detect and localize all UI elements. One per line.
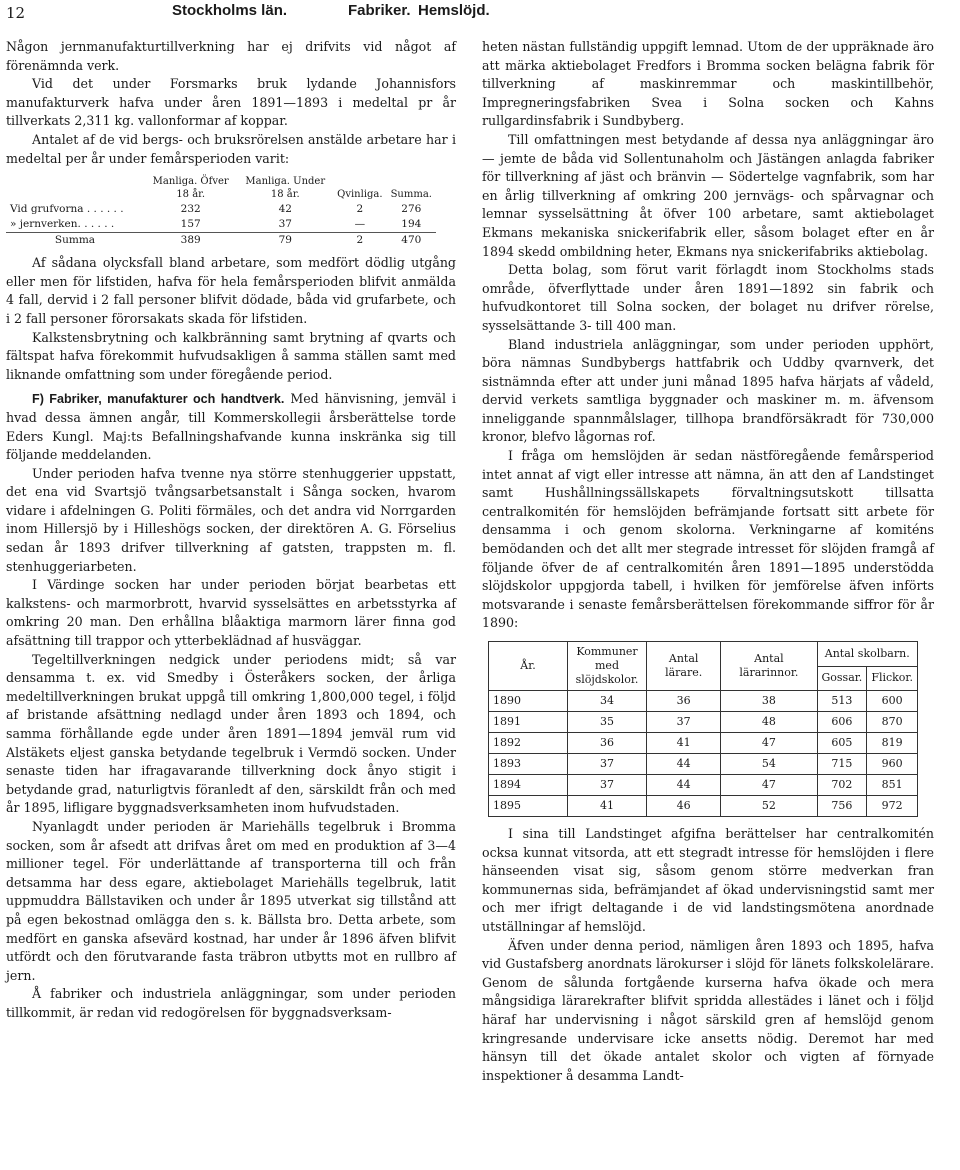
table-cell: 36 [647, 691, 721, 712]
sum-label: Summa [6, 233, 144, 249]
paragraph: Någon jernmanufakturtillverkning har ej drifvits vid något af förenämnda verk. [6, 39, 456, 73]
table-cell: 194 [401, 218, 422, 231]
paragraph: Nyanlagdt under perioden är Mariehälls tegelbruk i Bromma socken, som år afsedt att drifvas året om med en produktion af 3—4 millioner tegel. För underlättande af transporterna till och från detsamma har dess egare, aktiebolaget Mariehälls tegelbruk, latit uppmuddra Bällstaviken och under år 1895 utverkat sig tillstånd att på egen bekostnad omlägga den s. k. Bällsta bro. Detta arbete, som medfört en ganska afsevärd kostnad, har under år 1896 äfven blifvit utfördt och den förutvarande fasta träbron utbytts mot en rullbro af jern. [6, 818, 456, 983]
table-cell: 52 [721, 796, 817, 817]
table-cell: 2 [356, 203, 364, 216]
table-cell: 1891 [489, 712, 568, 733]
paragraph: Under perioden hafva tvenne nya större stenhuggerier uppstatt, det ena vid Svartsjö tvångsarbetsanstalt i Sånga socken, hvarom vidare i afdelningen G. Politi förmäles, och det andra vid Norrgarden inom Hillersjö by i Hilleshögs socken, der direktören A. G. Förselius sedan år 1893 drifver tillverkning af gatsten, trappsten m. fl. stenhuggeriarbeten. [6, 465, 456, 574]
table-cell: 79 [237, 233, 333, 249]
table-row [6, 217, 436, 233]
table-cell: 1895 [489, 796, 568, 817]
table-cell: 41 [568, 796, 647, 817]
table-cell: 42 [278, 203, 292, 216]
header-students: Antal skolbarn. [817, 642, 918, 667]
table-cell: 389 [144, 233, 237, 249]
table-header: Manliga. Öfver 18 år. [152, 176, 229, 201]
header-year: År. [489, 642, 568, 691]
table-cell: 702 [817, 775, 867, 796]
section-paragraph [6, 390, 456, 464]
table-cell: 37 [568, 754, 647, 775]
table-cell: 1892 [489, 733, 568, 754]
table-cell: 44 [647, 754, 721, 775]
table-cell: 232 [180, 203, 201, 216]
table-cell: 54 [721, 754, 817, 775]
table-cell: 513 [817, 691, 867, 712]
page-number: 12 [6, 4, 26, 22]
table-header: Qvinliga. [337, 189, 383, 201]
table-cell: 47 [721, 775, 817, 796]
table-row [489, 712, 918, 733]
table-cell: 600 [867, 691, 918, 712]
table-header [6, 174, 144, 202]
header-boys: Gossar. [817, 666, 867, 691]
table-row [6, 202, 436, 217]
table-header: Summa. [390, 189, 432, 201]
table-cell: 1890 [489, 691, 568, 712]
paragraph: Äfven under denna period, nämligen åren 1893 och 1895, hafva vid Gustafsberg anordnats lärokurser i slöjd för länets folkskolelärare. Genom de sålunda fortgående kurserna hafva ökade och mera mångsidiga lärarekrafter blifvit spridda allestädes i länet och i följd häraf har undervisning i något särskild gren af hemslöjd genom kringresande undervisare icke ansetts nödig. Deremot har med hänsyn till det ökade antalet skolor och vigten af förnyade inspektioner å desamma Landt- [482, 937, 934, 1083]
table-header-row [489, 642, 918, 667]
paragraph: Kalkstensbrytning och kalkbränning samt brytning af qvarts och fältspat hafva förekommit hufvudsakligen å samma ställen samt med liknande omfattning som under föregående period. [6, 329, 456, 382]
paragraph: I fråga om hemslöjden är sedan nästföregående femårsperiod intet annat af vigt eller intresse att nämna, än att den af Landstinget samt Hushållningssällskapets förvaltningsutskott tillsatta centralkomitén för hemslöjden befrämjande fortsatt sitt arbete för densamma i och genom skolorna. Verkningarne af komiténs bemödanden och det allt mer stegrade intresset för slöjden framgå af följande öfver de af centralkomitén åren 1891—1895 understödda slöjdskolor uppgjorda tabell, i hvilken för jemförelse äfven införts motsvarande i senaste femårsberättelsen förekommande siffror för år 1890: [482, 448, 934, 631]
table-cell: 48 [721, 712, 817, 733]
table-sum-row [6, 233, 436, 249]
table-cell: 276 [401, 203, 422, 216]
row-label: » jernverken. . . . . . [10, 218, 115, 231]
table-cell: 2 [333, 233, 386, 249]
table-cell: 44 [647, 775, 721, 796]
running-title: Stockholms län. [172, 2, 288, 19]
table-cell: 756 [817, 796, 867, 817]
table-cell: 715 [817, 754, 867, 775]
table-cell: 47 [721, 733, 817, 754]
table-cell: 37 [278, 218, 292, 231]
paragraph: Antalet af de vid bergs- och bruksrörelsen anstälde arbetare har i medeltal per år under femårsperioden varit: [6, 131, 456, 166]
table-row [489, 775, 918, 796]
table-cell: 157 [180, 218, 201, 231]
running-subsection: Hemslöjd. [418, 2, 490, 19]
table-row [489, 691, 918, 712]
table-row [489, 754, 918, 775]
paragraph: Vid det under Forsmarks bruk lydande Johannisfors manufakturverk hafva under åren 1891—1893 i medeltal pr år tillverkats 2,311 kg. vallonformar af koppar. [6, 76, 456, 129]
table-cell: 605 [817, 733, 867, 754]
table-cell: 38 [721, 691, 817, 712]
table-cell: 36 [568, 733, 647, 754]
paragraph: Å fabriker och industriela anläggningar, som under perioden tillkommit, är redan vid redogörelsen för byggnadsverksam- [6, 986, 456, 1020]
header-girls: Flickor. [867, 666, 918, 691]
table-cell: 41 [647, 733, 721, 754]
paragraph: Bland industriela anläggningar, som under perioden upphört, böra nämnas Sundbybergs hattfabrik och Uddby qvarnverk, det sistnämnda efter att under juni månad 1895 hafva härjats af vådeld, dervid verkets samtliga byggnader och maskiner m. m. äfvensom inneliggande spannmålslager, tillhopa brandförsäkradt för 730,000 kronor, blefvo lågornas rof. [482, 336, 934, 445]
section-heading: F) Fabriker, manufakturer och handtverk. [32, 392, 285, 407]
workers-table [6, 174, 436, 248]
paragraph: I sina till Landstinget afgifna berättelser har centralkomitén ocksa kunnat vitsorda, att ett stegradt intresse för hemslöjden i flere hänseenden visat sig, såsom genom större medverkan fran kommunernas sida, befrämjandet af ökad undervisningstid samt mer och mer ifrigt deltagande i de vid landstingsmötena anordnade utställningar af hemslöjd. [482, 826, 934, 934]
school-table [488, 641, 918, 817]
paragraph: Af sådana olycksfall bland arbetare, som medfört dödlig utgång eller men för lifstiden, hafva för hela femårsperioden blifvit anmälda 4 fall, dervid i 2 fall personer blifvit dödade, båda vid grufarbete, och i 2 fall personer förorsakats skada för lifstiden. [6, 255, 456, 326]
table-cell: 35 [568, 712, 647, 733]
table-cell: 34 [568, 691, 647, 712]
table-cell: 46 [647, 796, 721, 817]
table-cell: 960 [867, 754, 918, 775]
table-cell: 37 [568, 775, 647, 796]
table-cell: 870 [867, 712, 918, 733]
table-cell: — [354, 218, 366, 231]
paragraph: Tegeltillverkningen nedgick under periodens midt; så var densamma t. ex. vid Smedby i Österåkers socken, der årliga medeltillverkningen brukat uppgå till omkring 1,800,000 tegel, i följd af bristande afsättning nedlagd under åren 1893 och 1894, och samma förhållande egde under åren 1891—1894 jemväl rum vid Alstäkets eljest ganska betydande tegelbruk i Vermdö socken. Under senaste tiden har ifragavarande tillverkning dock ånyo stigit i betydande grad, naturligtvis föranledt af den, särskildt från och med år 1895, lifligare byggnadsverksamheten inom hufvudstaden. [6, 651, 456, 816]
table-header: Manliga. Under 18 år. [245, 176, 326, 201]
table-cell: 819 [867, 733, 918, 754]
paragraph: heten nästan fullständig uppgift lemnad. Utom de der uppräknade äro att märka aktiebolaget Fredfors i Bromma socken belägna fabrik för tillverkning af maskinremmar och maskintillbehör, Impregneringsfabriken Svea i Solna socken och Kahns rullgardinsfabrik i Sundbyberg. [482, 39, 934, 129]
table-cell: 606 [817, 712, 867, 733]
running-section: Fabriker. [348, 2, 411, 19]
table-cell: 470 [387, 233, 436, 249]
paragraph: I Värdinge socken har under perioden börjat bearbetas ett kalkstens- och marmorbrott, hvarvid sysselsättes en arbetsstyrka af omkring 20 man. Den erhållna blåaktiga marmorn lärer finna god afsättning till trappor och ytterbeklädnad af husväggar. [6, 577, 456, 649]
table-cell: 1894 [489, 775, 568, 796]
table-row [489, 733, 918, 754]
page-header [0, 2, 960, 26]
table-cell: 1893 [489, 754, 568, 775]
table-cell: 851 [867, 775, 918, 796]
right-column [482, 38, 934, 1085]
table-cell: 972 [867, 796, 918, 817]
header-teachers: Antal lärare. [647, 642, 721, 691]
table-header-row [6, 174, 436, 202]
header-communes: Kommuner med slöjdskolor. [568, 642, 647, 691]
row-label: Vid grufvorna . . . . . . [10, 203, 124, 216]
table-row [489, 796, 918, 817]
section-text: Med hänvisning, jemväl i hvad dessa ämnen angår, till Kommerskollegii årsberättelse torde Eders Kungl. Maj:ts Befallningshafvande kunna inskränka sig till följande meddelanden. [6, 391, 456, 463]
left-column [6, 38, 456, 1023]
paragraph: Detta bolag, som förut varit förlagdt inom Stockholms stads område, öfverflyttade under åren 1891—1892 sin fabrik och hufvudkontoret till Solna socken, der bolaget nu drifver rörelse, sysselsättande 3- till 400 man. [482, 262, 934, 333]
paragraph: Till omfattningen mest betydande af dessa nya anläggningar äro — jemte de båda vid Sollentunaholm och Jästängen anlagda fabriker för tillverkning af jäst och bränvin — Södertelge vagnfabrik, som har en årlig tillverkning af omkring 200 jernvägs- och spårvagnar och lemnar sysselsättning åt öfver 100 arbetare, samt aktiebolaget Ekmans mekaniska snickerifabrik eller, såsom bolaget efter en år 1894 skedd ombildning heter, Ekmans nya snickerifabriks aktiebolag. [482, 131, 934, 259]
header-female-teachers: Antal lärarinnor. [721, 642, 817, 691]
table-cell: 37 [647, 712, 721, 733]
